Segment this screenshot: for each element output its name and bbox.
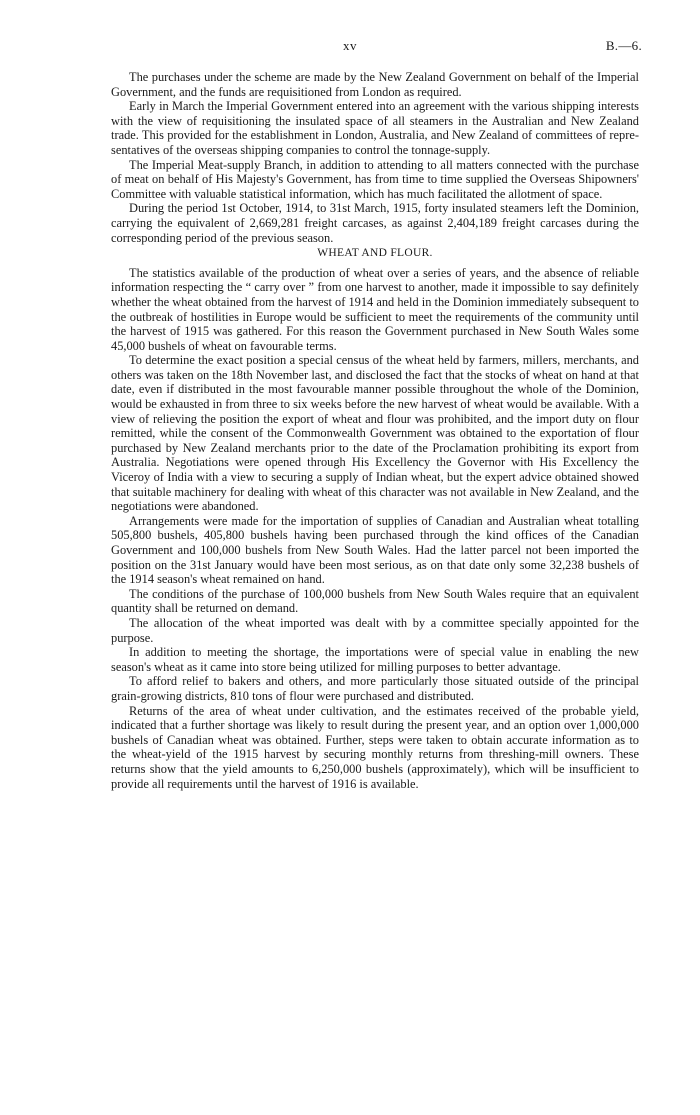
paragraph: The purchases under the scheme are made by the New Zealand Government on behalf of the Imperial Government, and the funds are requisitioned from London as required. [111,70,639,99]
paragraph: The conditions of the purchase of 100,000 bushels from New South Wales require that an equivalent quantity shall be returned on demand. [111,586,639,616]
paragraph: In addition to meeting the shortage, the importations were of special value in enabling the new season's wheat as it came into store being utilized for milling purposes to better advantage. [111,645,639,674]
paragraph: During the period 1st October, 1914, to 31st March, 1915, forty insulated steamers left the Dominion, carrying the equivalent of 2,669,281 freight carcases, as against 2,404,189 freight carcases during the corresponding period of the previous season. [111,201,639,245]
paragraph: Early in March the Imperial Government entered into an agreement with the various shipping interests with the view of requisitioning the insulated space of all steamers in the Australian and New Zealand trade. This provided for the establishment in London, Australia, and New Zealand of committees of representatives of the overseas shipping companies to control the tonnage-supply. [111,99,639,157]
section-heading: WHEAT AND FLOUR. [317,247,433,260]
paragraph: To afford relief to bakers and others, and more particularly those situated outside of the principal grain-growing districts, 810 tons of flour were purchased and distributed. [111,674,639,703]
paragraph: The Imperial Meat-supply Branch, in addition to attending to all matters connected with the purchase of meat on behalf of His Majesty's Government, has from time to time supplied the Overseas Shipowners' Committee with valuable statistical information, which has much facilitated the allotment of space. [111,157,639,201]
page-number: xv [343,38,357,53]
paragraph: Arrangements were made for the importation of supplies of Canadian and Australian wheat totalling 505,800 bushels, 405,800 bushels having been purchased through the kind offices of the Canadian Government and 100,000 bushels from New South Wales. Had the latter parcel not been imported the position on the 31st January would have been most serious, as on that date only some 32,238 bushels of the 1914 season's wheat remained on hand. [111,513,639,587]
paragraph: To determine the exact position a special census of the wheat held by farmers, millers, merchants, and others was taken on the 18th November last, and disclosed the fact that the stocks of wheat on hand at that date, even if distributed in the most favourable manner possible throughout the whole of the Dominion, would be exhausted in from three to six weeks before the new harvest of wheat would be available. With a view of relieving the position the export of wheat and flour was prohibited, and the import duty on flour remitted, while the consent of the Commonwealth Government was obtained to the exportation of flour purchased by New Zealand merchants prior to the date of the Proclamation prohibiting its export from Australia. Negotiations were opened through His Excellency the Governor with His Excellency the Viceroy of India with a view to securing a supply of Indian wheat, but the expert advice obtained showed that suitable machinery for dealing with wheat of this character was not available in New Zealand, and the negotiations were abandoned. [111,353,639,514]
paragraph: The allocation of the wheat imported was dealt with by a committee specially appointed for the purpose. [111,615,639,645]
document-reference: B.—6. [605,38,642,53]
document-body [111,70,639,791]
paragraph: Returns of the area of wheat under cultivation, and the estimates received of the probable yield, indicated that a further shortage was likely to result during the present year, and an option over 1,000,000 bushels of Canadian wheat was obtained. Further, steps were taken to obtain accurate information as to the wheat-yield of the 1915 harvest by securing monthly returns from threshing-mill owners. These returns show that the yield amounts to 6,250,000 bushels (approximately), which will be insufficient to provide all requirements until the harvest of 1916 is available. [111,703,639,791]
paragraph: The statistics available of the production of wheat over a series of years, and the absence of reliable information respecting the “ carry over ” from one harvest to another, made it impossible to say definitely whether the wheat obtained from the harvest of 1914 and held in the Dominion immediately subsequent to the outbreak of hostilities in Europe would be sufficient to meet the requirements of the community until the harvest of 1915 was gathered. For this reason the Government purchased in New South Wales some 45,000 bushels of wheat on favourable terms. [111,265,639,353]
page-header [0,38,700,58]
